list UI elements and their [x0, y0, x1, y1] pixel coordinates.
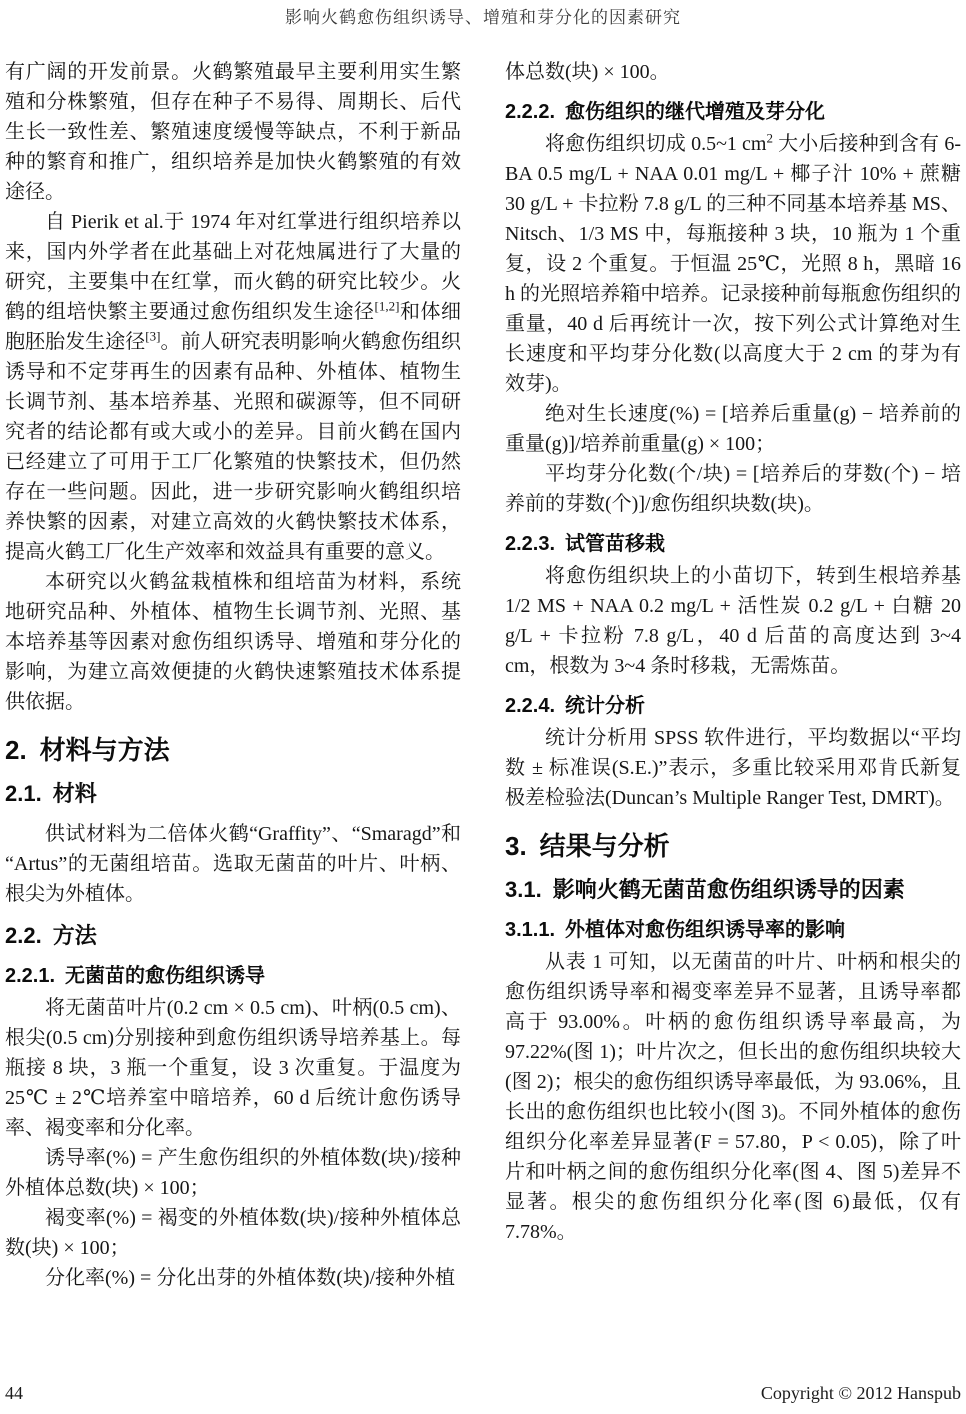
pierik-history-paragraph: [5, 207, 461, 567]
subculture-text-a: 将愈伤组织切成 0.5~1 cm: [545, 133, 767, 155]
page-footer: [5, 1383, 961, 1404]
browning-rate-formula: 褐变率(%) = 褐变的外植体数(块)/接种外植体总数(块) × 100；: [5, 1207, 461, 1259]
section-heading-materials-methods: 2. 材料与方法: [5, 735, 170, 765]
section-heading-methods: 2.2. 方法: [5, 923, 97, 948]
two-column-body: [0, 29, 966, 1293]
induction-rate-formula: 诱导率(%) = 产生愈伤组织的外植体数(块)/接种外植体总数(块) × 100；: [5, 1147, 461, 1199]
section-heading-statistics: 2.2.4. 统计分析: [505, 695, 646, 717]
section-heading-subculture: 2.2.2. 愈伤组织的继代增殖及芽分化: [505, 101, 826, 123]
induction-method-paragraph: 将无菌苗叶片(0.2 cm × 0.5 cm)、叶柄(0.5 cm)、根尖(0.5 cm)分别接种到愈伤组织诱导培养基上。每瓶接 8 块，3 瓶一个重复，设 3 次重复。于温度为 25℃ ± 2℃培养室中暗培养，60 d 后统计愈伤诱导率、褐变率和分化率。: [5, 997, 461, 1139]
left-column: [5, 57, 461, 1293]
section-heading-induction-factors: 3.1. 影响火鹤无菌苗愈伤组织诱导的因素: [505, 877, 905, 902]
intro-continued-paragraph: 有广阔的开发前景。火鹤繁殖最早主要利用实生繁殖和分株繁殖，但存在种子不易得、周期长、后代生长一致性差、繁殖速度缓慢等缺点，不利于新品种的繁育和推广，组织培养是加快火鹤繁殖的有效途径。: [5, 61, 461, 203]
reference-superscript-3: [3]: [145, 328, 161, 344]
pierik-text-c: 。前人研究表明影响火鹤愈伤组织诱导和不定芽再生的因素有品种、外植体、植物生长调节剂、基本培养基、光照和碳源等，但不同研究者的结论都有或大或小的差异。目前火鹤在国内已经建立了可用于工厂化繁殖的快繁技术，但仍然存在一些问题。因此，进一步研究影响火鹤组织培养快繁的因素，对建立高效的火鹤快繁技术体系，提高火鹤工厂化生产效率和效益具有重要的意义。: [5, 331, 462, 563]
results-paragraph: 从表 1 可知，以无菌苗的叶片、叶柄和根尖的愈伤组织诱导率和褐变率差异不显著，且诱导率都高于 93.00%。叶柄的愈伤组织诱导率最高，为 97.22%(图 1)；叶片次之，但长出的愈伤组织块较大(图 2)；根尖的愈伤组织诱导率最低，为 93.06%，且长出的愈伤组织也比较小(图 3)。不同外植体的愈伤组织分化率差异显著(F = 57.80，P < 0.05)，除了叶片和叶柄之间的愈伤组织分化率(图 4、图 5)差异不显著。根尖的愈伤组织分化率(图 6)最低，仅有 7.78%。: [505, 951, 961, 1243]
section-heading-transplant: 2.2.3. 试管苗移栽: [505, 533, 666, 555]
growth-rate-formula: 绝对生长速度(%) = [培养后重量(g) − 培养前的重量(g)]/培养前重量(g) × 100；: [505, 403, 961, 455]
transplant-paragraph: 将愈伤组织块上的小苗切下，转到生根培养基 1/2 MS + NAA 0.2 mg/L + 活性炭 0.2 g/L + 白糖 20 g/L + 卡拉粉 7.8 g/L，40 d 后苗的高度达到 3~4 cm，根数为 3~4 条时移栽，无需炼苗。: [505, 565, 961, 677]
page-number: 44: [5, 1383, 23, 1403]
differentiation-rate-formula-continued: 体总数(块) × 100。: [505, 61, 670, 83]
statistics-paragraph: 统计分析用 SPSS 软件进行，平均数据以“平均数 ± 标准误(S.E.)”表示，多重比较采用邓肯氏新复极差检验法(Duncan’s Multiple Ranger Test, DMRT)。: [505, 727, 961, 809]
subculture-text-b: 大小后接种到含有 6-BA 0.5 mg/L + NAA 0.01 mg/L + 椰子汁 10% + 蔗糖 30 g/L + 卡拉粉 7.8 g/L 的三种不同基本培养基 MS、Nitsch、1/3 MS 中，每瓶接种 3 块，10 瓶为 1 个重复，设 2 个重复。于恒温 25℃，光照 8 h，黑暗 16 h 的光照培养箱中培养。记录接种前每瓶愈伤组织的重量，40 d 后再统计一次，按下列公式计算绝对生长速度和平均芽分化数(以高度大于 2 cm 的芽为有效芽)。: [505, 133, 961, 395]
square-superscript: 2: [766, 130, 773, 146]
section-heading-results: 3. 结果与分析: [505, 831, 670, 861]
section-heading-explant-effect: 3.1.1. 外植体对愈伤组织诱导率的影响: [505, 919, 846, 941]
differentiation-rate-formula-start: 分化率(%) = 分化出芽的外植体数(块)/接种外植: [45, 1267, 456, 1289]
running-head-title: 影响火鹤愈伤组织诱导、增殖和芽分化的因素研究: [285, 8, 681, 27]
section-heading-materials: 2.1. 材料: [5, 781, 97, 806]
pierik-text-b: 和体细胞胚胎发生途径: [5, 301, 462, 353]
study-purpose-paragraph: 本研究以火鹤盆栽植株和组培苗为材料，系统地研究品种、外植体、植物生长调节剂、光照、基本培养基等因素对愈伤组织诱导、增殖和芽分化的影响，为建立高效便捷的火鹤快速繁殖技术体系提供依据。: [5, 571, 461, 713]
right-column: [505, 57, 961, 1293]
materials-paragraph: 供试材料为二倍体火鹤“Graffity”、“Smaragd”和“Artus”的无菌组培苗。选取无菌苗的叶片、叶柄、根尖为外植体。: [5, 823, 461, 905]
pierik-text-a: 自 Pierik et al.于 1974 年对红掌进行组织培养以来，国内外学者在此基础上对花烛属进行了大量的研究，主要集中在红掌，而火鹤的研究比较少。火鹤的组培快繁主要通过愈伤组织发生途径: [5, 211, 461, 323]
reference-superscript-1-2: [1,2]: [374, 298, 400, 314]
section-heading-callus-induction: 2.2.1. 无菌苗的愈伤组织诱导: [5, 965, 266, 987]
bud-differentiation-formula: 平均芽分化数(个/块) = [培养后的芽数(个) − 培养前的芽数(个)]/愈伤组织块数(块)。: [505, 463, 961, 515]
subculture-method-paragraph: [505, 129, 961, 399]
copyright-notice: Copyright © 2012 Hanspub: [760, 1383, 961, 1403]
